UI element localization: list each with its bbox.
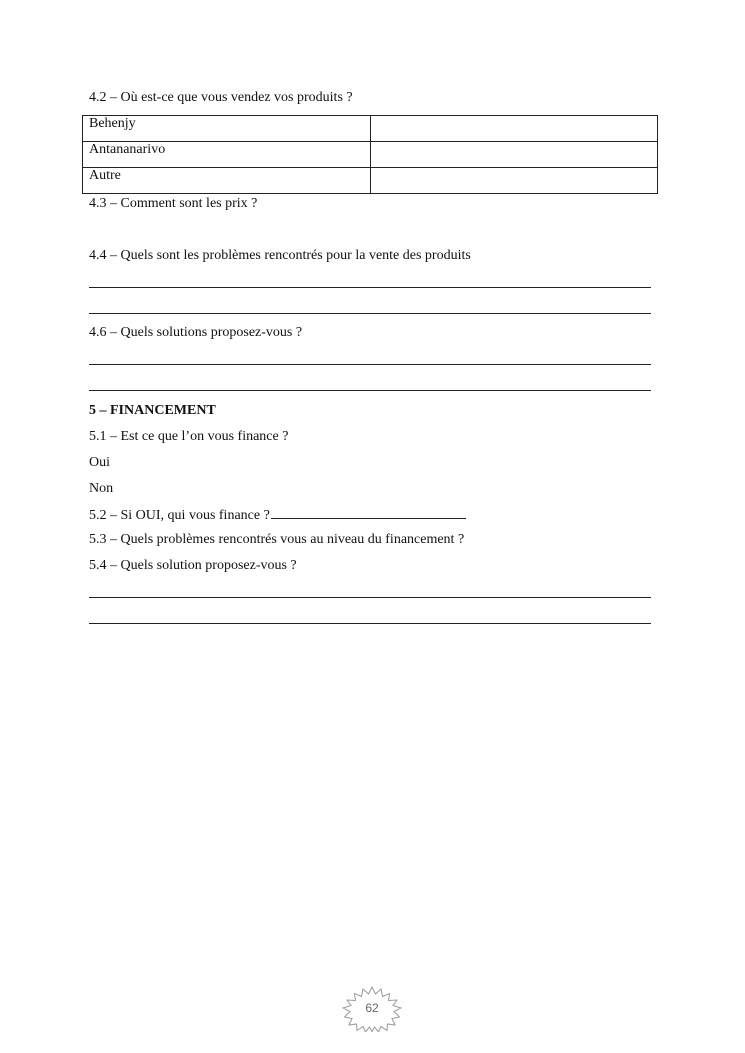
- sales-location-table: [82, 115, 658, 194]
- table-row: [83, 116, 658, 142]
- question-5-3: 5.3 – Quels problèmes rencontrés vous au niveau du financement ?: [89, 532, 465, 547]
- location-label: Antananarivo: [83, 142, 371, 168]
- answer-line[interactable]: [89, 287, 651, 288]
- location-answer-cell[interactable]: [371, 168, 658, 194]
- location-label: Autre: [83, 168, 371, 194]
- page-number: 62: [365, 1001, 379, 1015]
- section-heading-financement: 5 – FINANCEMENT: [89, 403, 216, 418]
- table-row: [83, 168, 658, 194]
- option-non: Non: [89, 481, 114, 496]
- question-4-3: 4.3 – Comment sont les prix ?: [89, 196, 258, 211]
- answer-line[interactable]: [89, 597, 651, 598]
- question-5-4: 5.4 – Quels solution proposez-vous ?: [89, 558, 297, 573]
- question-5-1: 5.1 – Est ce que l’on vous finance ?: [89, 429, 289, 444]
- answer-line[interactable]: [89, 623, 651, 624]
- answer-line[interactable]: [89, 364, 651, 365]
- question-4-2: 4.2 – Où est-ce que vous vendez vos produits ?: [89, 90, 353, 105]
- question-5-2: 5.2 – Si OUI, qui vous finance ?: [89, 508, 270, 523]
- table-row: [83, 142, 658, 168]
- option-oui: Oui: [89, 455, 110, 470]
- answer-line[interactable]: [89, 390, 651, 391]
- question-4-6: 4.6 – Quels solutions proposez-vous ?: [89, 325, 303, 340]
- location-answer-cell[interactable]: [371, 142, 658, 168]
- question-4-4: 4.4 – Quels sont les problèmes rencontrés pour la vente des produits: [89, 248, 471, 263]
- financier-answer-line[interactable]: [271, 506, 466, 519]
- question-5-2-row: [89, 506, 466, 524]
- answer-line[interactable]: [89, 313, 651, 314]
- location-answer-cell[interactable]: [371, 116, 658, 142]
- location-label: Behenjy: [83, 116, 371, 142]
- page-number-badge: [341, 986, 403, 1032]
